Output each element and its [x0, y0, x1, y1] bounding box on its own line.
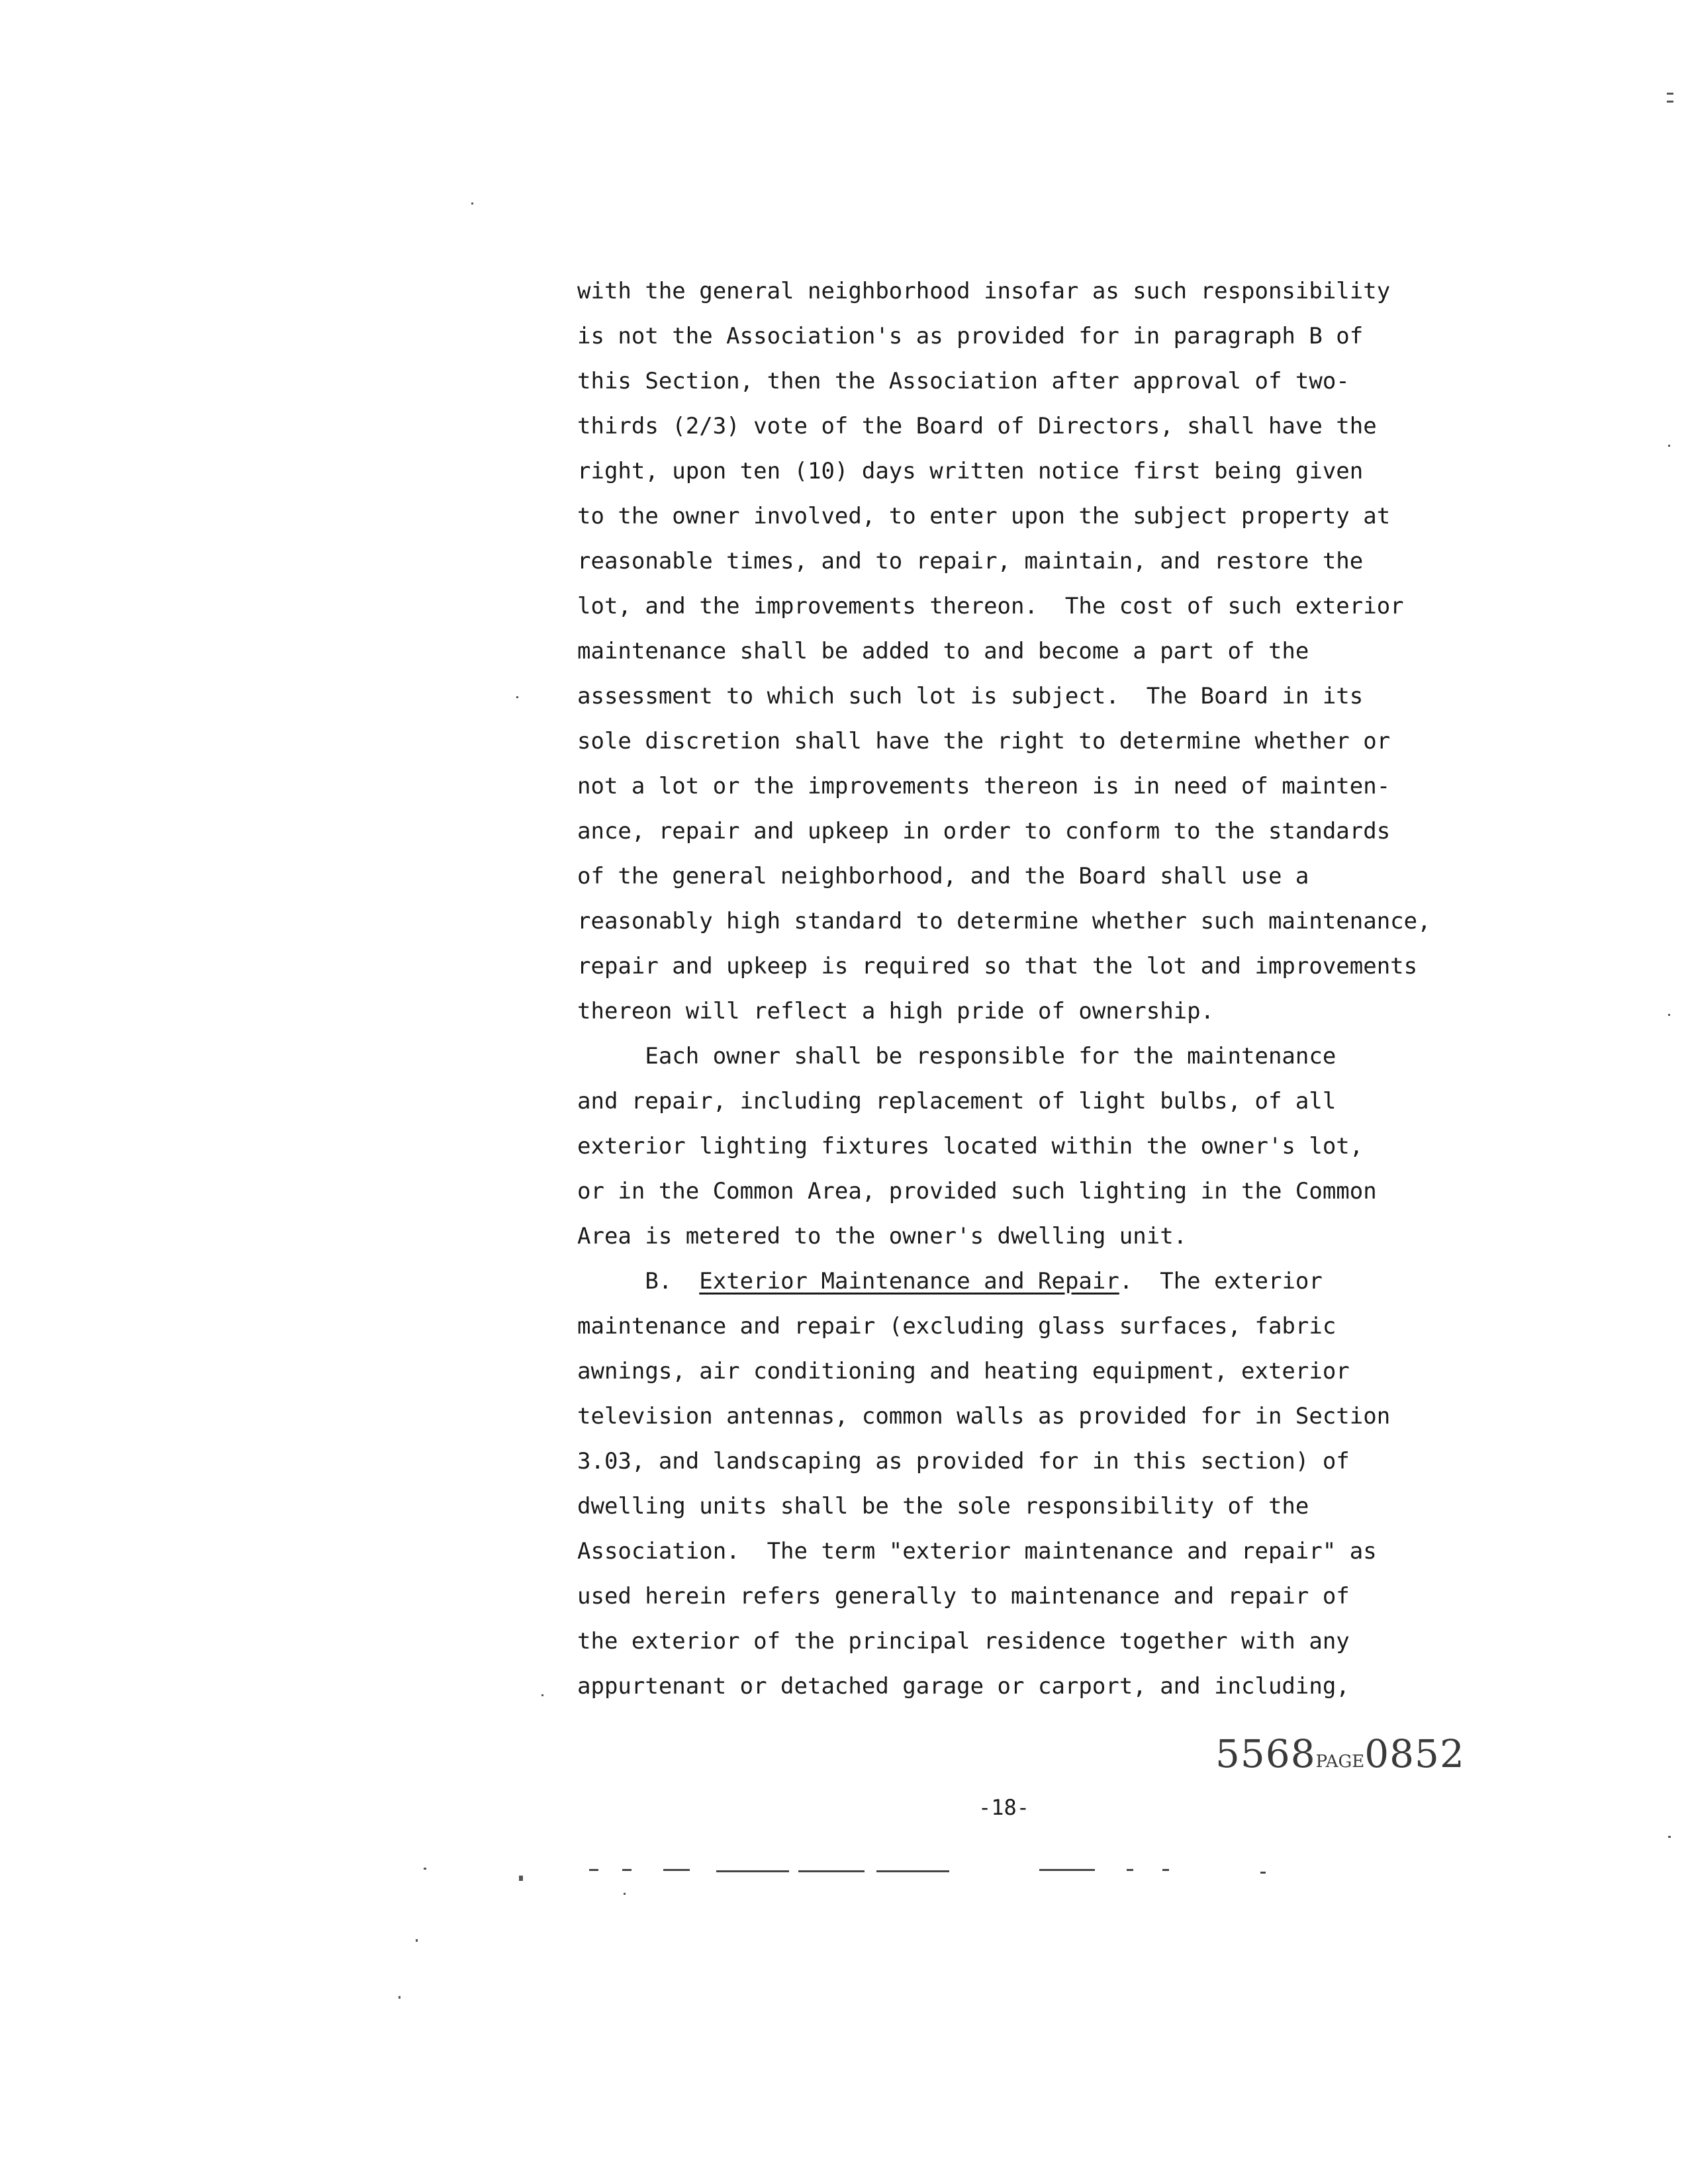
page-number: -18- [978, 1795, 1030, 1820]
text-line: 3.03, and landscaping as provided for in this section) of [577, 1448, 1350, 1475]
section-b-first-line-rest: . The exterior [1119, 1268, 1323, 1295]
scan-line-fragment [589, 1869, 598, 1871]
text-line: assessment to which such lot is subject. The Board in its [577, 683, 1364, 709]
scan-line-fragment [1260, 1872, 1266, 1874]
text-line: Association. The term "exterior maintenance and repair" as [577, 1538, 1377, 1565]
text-line: this Section, then the Association after approval of two- [577, 368, 1350, 394]
text-line: ance, repair and upkeep in order to conform to the standards [577, 818, 1391, 844]
text-line: television antennas, common walls as provided for in Section [577, 1403, 1391, 1430]
scan-speck [471, 203, 473, 205]
text-line: thereon will reflect a high pride of ownership. [577, 998, 1215, 1024]
text-line: sole discretion shall have the right to determine whether or [577, 728, 1391, 754]
section-b-indent [577, 1268, 645, 1295]
text-line: used herein refers generally to maintenance and repair of [577, 1583, 1350, 1610]
section-b-label: B. [645, 1268, 673, 1295]
text-line: Area is metered to the owner's dwelling unit. [577, 1223, 1188, 1250]
scan-line-fragment [716, 1870, 789, 1872]
text-line: repair and upkeep is required so that the lot and improvements [577, 953, 1418, 979]
text-line: lot, and the improvements thereon. The cost of such exterior [577, 593, 1404, 619]
text-line: maintenance and repair (excluding glass surfaces, fabric [577, 1313, 1336, 1340]
recording-stamp [1215, 1731, 1465, 1776]
text-line: dwelling units shall be the sole responsibility of the [577, 1493, 1309, 1520]
scan-mark [1667, 101, 1673, 103]
scan-speck [1668, 1836, 1671, 1838]
text-line: awnings, air conditioning and heating equipment, exterior [577, 1358, 1350, 1385]
stamp-book: 5568 [1215, 1731, 1316, 1776]
text-line: Each owner shall be responsible for the maintenance [577, 1043, 1336, 1069]
scan-line-fragment [1162, 1869, 1169, 1871]
section-b-heading-line [577, 1268, 1323, 1295]
scan-speck [519, 1876, 523, 1881]
text-line: of the general neighborhood, and the Board shall use a [577, 863, 1309, 889]
scan-speck [399, 1996, 400, 1999]
text-line: thirds (2/3) vote of the Board of Directors, shall have the [577, 413, 1377, 439]
scan-speck [541, 1694, 543, 1696]
text-line: not a lot or the improvements thereon is in need of mainten- [577, 773, 1391, 799]
text-line: with the general neighborhood insofar as such responsibility [577, 278, 1391, 304]
scan-speck [1668, 445, 1670, 447]
scan-speck [424, 1868, 426, 1870]
text-line: or in the Common Area, provided such lighting in the Common [577, 1178, 1377, 1205]
text-line: and repair, including replacement of light bulbs, of all [577, 1088, 1336, 1115]
scan-line-fragment [1039, 1869, 1095, 1871]
text-line: right, upon ten (10) days written notice first being given [577, 458, 1364, 484]
text-line: appurtenant or detached garage or carport, and including, [577, 1673, 1350, 1700]
scan-speck [416, 1939, 418, 1942]
scan-speck [624, 1893, 626, 1895]
text-line: reasonably high standard to determine whether such maintenance, [577, 908, 1431, 934]
text-line: the exterior of the principal residence together with any [577, 1628, 1350, 1655]
scan-line-fragment [663, 1869, 690, 1871]
text-line: maintenance shall be added to and become a part of the [577, 638, 1309, 664]
text-line: reasonable times, and to repair, maintain, and restore the [577, 548, 1364, 574]
text-line: exterior lighting fixtures located within the owner's lot, [577, 1133, 1364, 1160]
stamp-mid: PAGE [1315, 1752, 1365, 1772]
scan-line-fragment [1127, 1869, 1133, 1871]
scan-mark [1667, 93, 1673, 95]
scan-speck [516, 696, 518, 698]
section-b-heading: Exterior Maintenance and Repair [699, 1268, 1119, 1295]
text-line: to the owner involved, to enter upon the subject property at [577, 503, 1391, 529]
text-line: is not the Association's as provided for in paragraph B of [577, 323, 1364, 349]
scan-line-fragment [876, 1870, 949, 1872]
scan-line-fragment [622, 1869, 632, 1871]
stamp-page: 0852 [1364, 1731, 1465, 1776]
scan-line-fragment [798, 1870, 865, 1872]
scan-speck [1668, 1014, 1670, 1016]
